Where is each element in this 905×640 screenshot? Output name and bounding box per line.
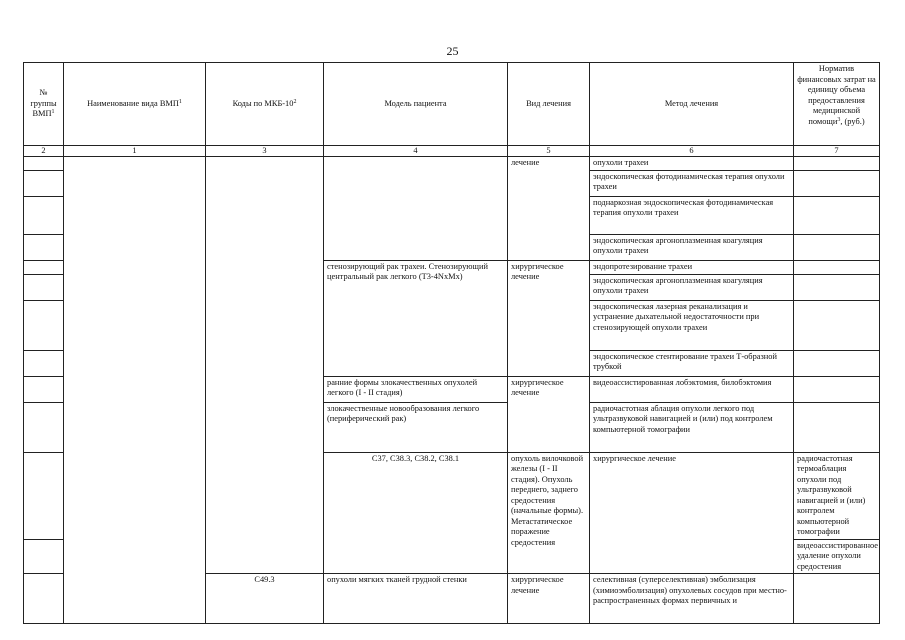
method-cell: видеоассистированное удаление опухоли средостения	[794, 539, 880, 574]
cost-cell	[794, 376, 880, 402]
col-model-header: Модель пациента	[324, 63, 508, 146]
cost-cell	[794, 274, 880, 300]
column-number-row	[24, 146, 880, 157]
group-cell	[24, 300, 64, 350]
cost-cell	[794, 196, 880, 234]
model-cell: злокачественные новообразования легкого (периферический рак)	[324, 402, 508, 452]
name-cell	[64, 157, 206, 624]
method-cell: опухоли трахеи	[590, 157, 794, 171]
col-kind-header: Вид лечения	[508, 63, 590, 146]
method-cell: селективная (суперселективная) эмболизация (химиоэмболизация) опухолевых сосудов при местно-распространенных формах первичных и	[590, 574, 794, 624]
table-row	[24, 157, 880, 171]
codes-cell: C37, C38.3, C38.2, C38.1	[324, 452, 508, 574]
col-number: 7	[794, 146, 880, 157]
method-cell: радиочастотная аблация опухоли легкого под ультразвуковой навигацией и (или) под контролем компьютерной томографии	[590, 402, 794, 452]
col-number: 3	[206, 146, 324, 157]
group-cell	[24, 539, 64, 574]
method-cell: эндопротезирование трахеи	[590, 260, 794, 274]
method-cell: видеоассистированная лобэктомия, билобэктомия	[590, 376, 794, 402]
model-cell	[324, 157, 508, 261]
group-cell	[24, 157, 64, 171]
cost-cell	[794, 157, 880, 171]
cost-cell	[794, 300, 880, 350]
cost-cell	[794, 402, 880, 452]
method-cell: эндоскопическая аргоноплазменная коагуляция опухоли трахеи	[590, 234, 794, 260]
vmp-table	[23, 62, 880, 624]
method-cell: эндоскопическая фотодинамическая терапия опухоли трахеи	[590, 170, 794, 196]
kind-cell: хирургическое лечение	[508, 376, 590, 452]
group-cell	[24, 376, 64, 402]
kind-cell: хирургическое лечение	[508, 260, 590, 376]
group-cell	[24, 170, 64, 196]
col-number: 1	[64, 146, 206, 157]
group-cell	[24, 574, 64, 624]
col-number: 5	[508, 146, 590, 157]
col-number: 6	[590, 146, 794, 157]
group-cell	[24, 234, 64, 260]
col-number: 4	[324, 146, 508, 157]
model-cell: стенозирующий рак трахеи. Стенозирующий центральный рак легкого (T3-4NxMx)	[324, 260, 508, 376]
cost-cell	[794, 234, 880, 260]
codes-cell	[206, 157, 324, 574]
group-cell	[24, 274, 64, 300]
cost-cell	[794, 260, 880, 274]
group-cell	[24, 452, 64, 539]
model-cell: опухоль вилочковой железы (I - II стадия). Опухоль переднего, заднего средостения (начальные формы). Метастатическое поражение средостения	[508, 452, 590, 574]
col-cost-header: Норматив финансовых затрат на единицу объема предоставления медицинской помощи$^3$, (руб.)	[794, 63, 880, 146]
kind-cell: лечение	[508, 157, 590, 261]
group-cell	[24, 350, 64, 376]
method-cell: поднаркозная эндоскопическая фотодинамическая терапия опухоли трахеи	[590, 196, 794, 234]
cost-cell	[794, 574, 880, 624]
page-number: 25	[446, 44, 459, 58]
group-cell	[24, 196, 64, 234]
cost-cell	[794, 170, 880, 196]
method-cell: радиочастотная термоаблация опухоли под ультразвуковой навигацией и (или) контролем компьютерной томографии	[794, 452, 880, 539]
col-number: 2	[24, 146, 64, 157]
method-cell: эндоскопическая аргоноплазменная коагуляция опухоли трахеи	[590, 274, 794, 300]
header-row	[24, 63, 880, 146]
cost-cell	[794, 350, 880, 376]
model-cell: опухоли мягких тканей грудной стенки	[324, 574, 508, 624]
group-cell	[24, 402, 64, 452]
col-codes-header: Коды по МКБ-$10^2$	[206, 63, 324, 146]
group-cell	[24, 260, 64, 274]
col-name-header: Наименование вида ВМП$^1$	[64, 63, 206, 146]
model-cell: ранние формы злокачественных опухолей легкого (I - II стадия)	[324, 376, 508, 402]
kind-cell: хирургическое лечение	[508, 574, 590, 624]
method-cell: эндоскопическая лазерная реканализация и устранение дыхательной недостаточности при стенозирующей опухоли трахеи	[590, 300, 794, 350]
col-group-header: № группы ВМП$^1$	[24, 63, 64, 146]
kind-cell: хирургическое лечение	[590, 452, 794, 574]
col-method-header: Метод лечения	[590, 63, 794, 146]
method-cell: эндоскопическое стентирование трахеи Т-образной трубкой	[590, 350, 794, 376]
codes-cell: C49.3	[206, 574, 324, 624]
